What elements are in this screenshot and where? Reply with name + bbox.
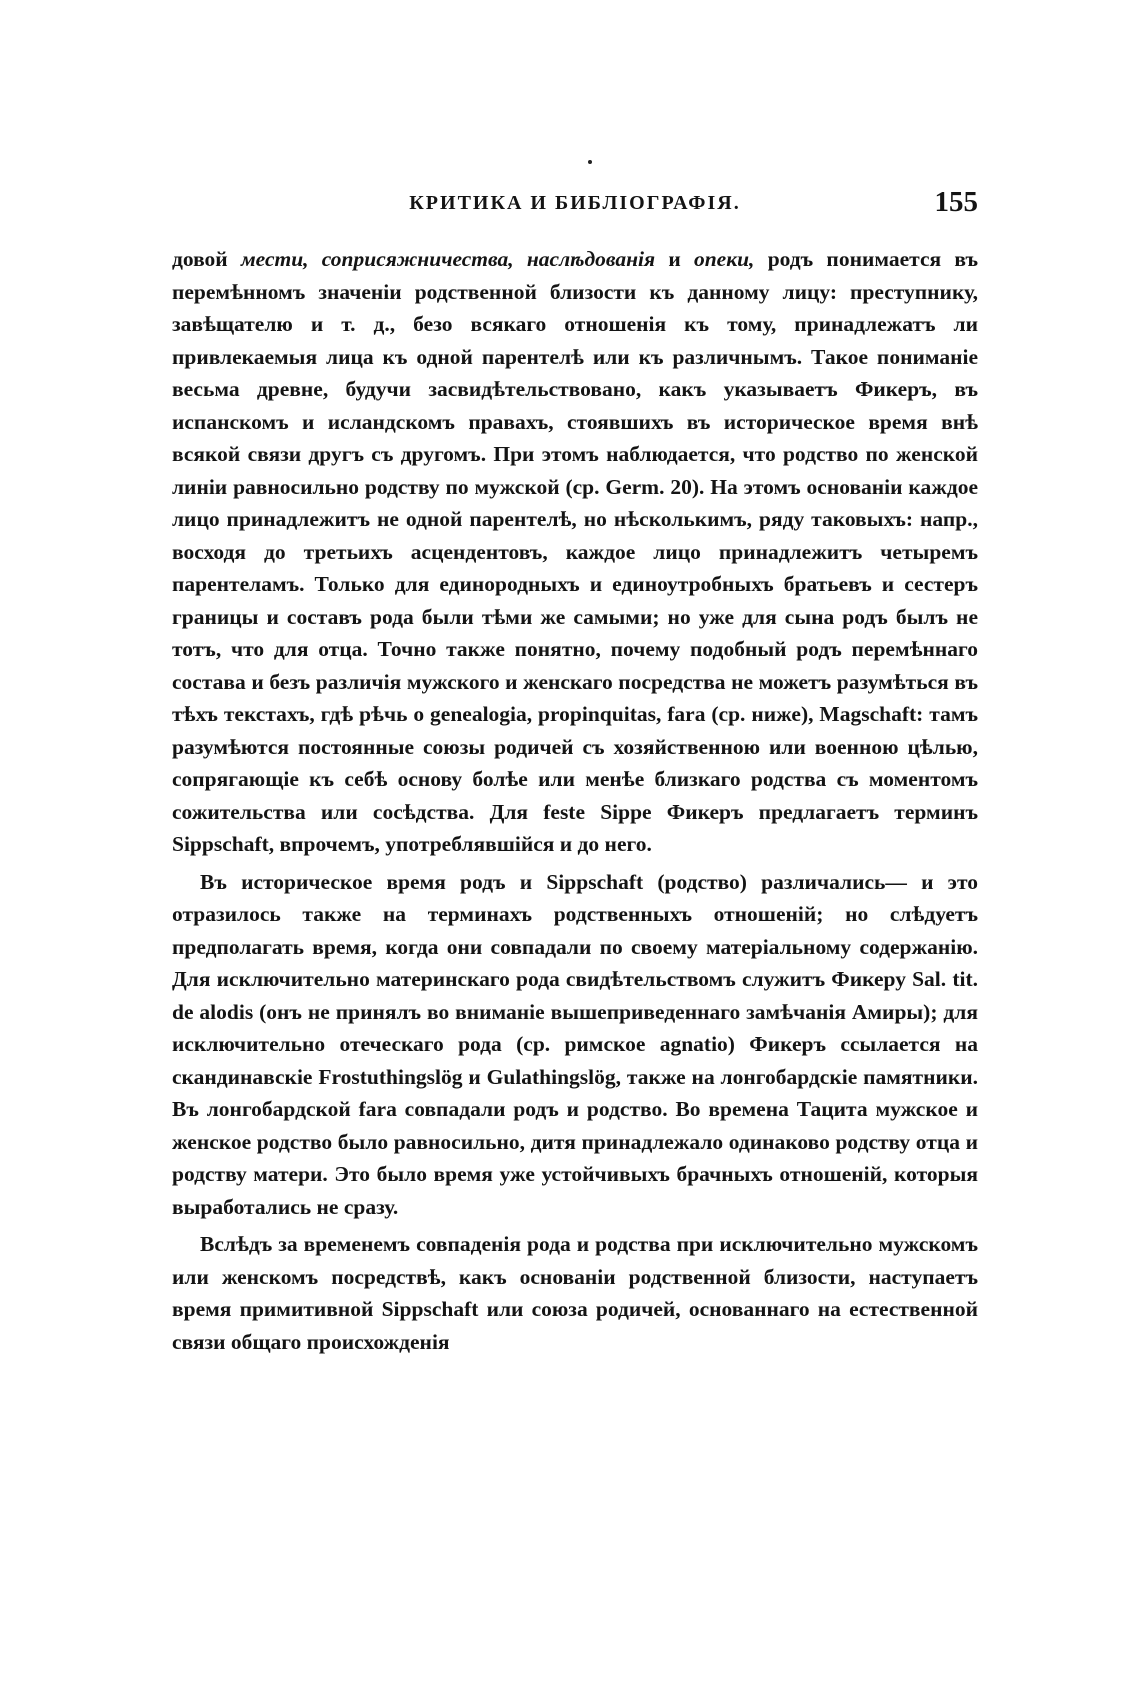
paragraph-text: родъ понимается въ перемѣнномъ значеніи родственной близости къ данному лицу: преступнику, завѣщателю и т. д., безо всякаго отношенія къ тому, принадлежатъ ли привлекаемыя лица къ одной парентелѣ или къ различнымъ. Такое пониманіе весьма древне, будучи засвидѣтельствовано, какъ указываетъ Фикеръ, въ испанскомъ и исландскомъ правахъ, стоявшихъ въ историческое время внѣ всякой связи другъ съ другомъ. При этомъ наблюдается, что родство по женской линіи равносильно родству по мужской (ср. Germ. 20). На этомъ основаніи каждое лицо принадлежитъ не одной парентелѣ, но нѣсколькимъ, ряду таковыхъ: напр., восходя до третьихъ асцендентовъ, каждое лицо принадлежитъ четыремъ парентеламъ. Только для единородныхъ и единоутробныхъ братьевъ и сестеръ границы и составъ рода были тѣми же самыми; но уже для сына родъ былъ не тотъ, что для отца. Точно также понятно, почему подобный родъ перемѣннаго состава и безъ различія мужского и женскаго посредства не можетъ разумѣться въ тѣхъ текстахъ, гдѣ рѣчь о genealogia, propinquitas, fara (ср. ниже), Magschaft: тамъ разумѣются постоянные союзы родичей съ хозяйственною или военною цѣлью, сопрягающіе къ себѣ основу болѣе или менѣе близкаго родства съ моментомъ сожительства или сосѣдства. Для feste Sippe Фикеръ предлагаетъ терминъ Sippschaft, впрочемъ, употреблявшійся и до него. bbox=[172, 247, 978, 856]
paragraph: Въ историческое время родъ и Sippschaft (родство) различались— и это отразилось также на терминахъ родственныхъ отношеній; но слѣдуетъ предполагать время, когда они совпадали по своему матеріальному содержанію. Для исключительно материнскаго рода свидѣтельствомъ служитъ Фикеру Sal. tit. de alodis (онъ не принялъ во вниманіе вышеприведеннаго замѣчанія Амиры); для исключительно отеческаго рода (ср. римское agnatio) Фикеръ ссылается на скандинавскіе Frostuthingslög и Gulathingslög, также на лонгобардскіе памятники. Въ лонгобардской fara совпадали родъ и родство. Во времена Тацита мужское и женское родство было равносильно, дитя принадлежало одинаково родству отца и родству матери. Это было время уже устойчивыхъ брачныхъ отношеній, которыя выработались не сразу. bbox=[172, 869, 978, 1219]
italic-term: опеки, bbox=[693, 247, 755, 271]
running-header bbox=[172, 186, 978, 222]
page-number: 155 bbox=[934, 186, 978, 218]
italic-terms: мести, соприсяжничества, наслѣдованія bbox=[240, 247, 656, 271]
running-title: КРИТИКА И БИБЛІОГРАФІЯ. bbox=[409, 192, 741, 214]
paragraph-text: и bbox=[655, 247, 694, 271]
paragraph: Вслѣдъ за временемъ совпаденія рода и родства при исключительно мужскомъ или женскомъ посредствѣ, какъ основаніи родственной близости, наступаетъ время примитивной Sippschaft или союза родичей, основаннаго на естественной связи общаго происхожденія bbox=[172, 1232, 978, 1354]
paragraph-continued bbox=[172, 243, 978, 861]
paragraph-text: довой bbox=[172, 247, 241, 271]
ink-speck bbox=[588, 160, 592, 164]
body-text bbox=[172, 243, 978, 1358]
